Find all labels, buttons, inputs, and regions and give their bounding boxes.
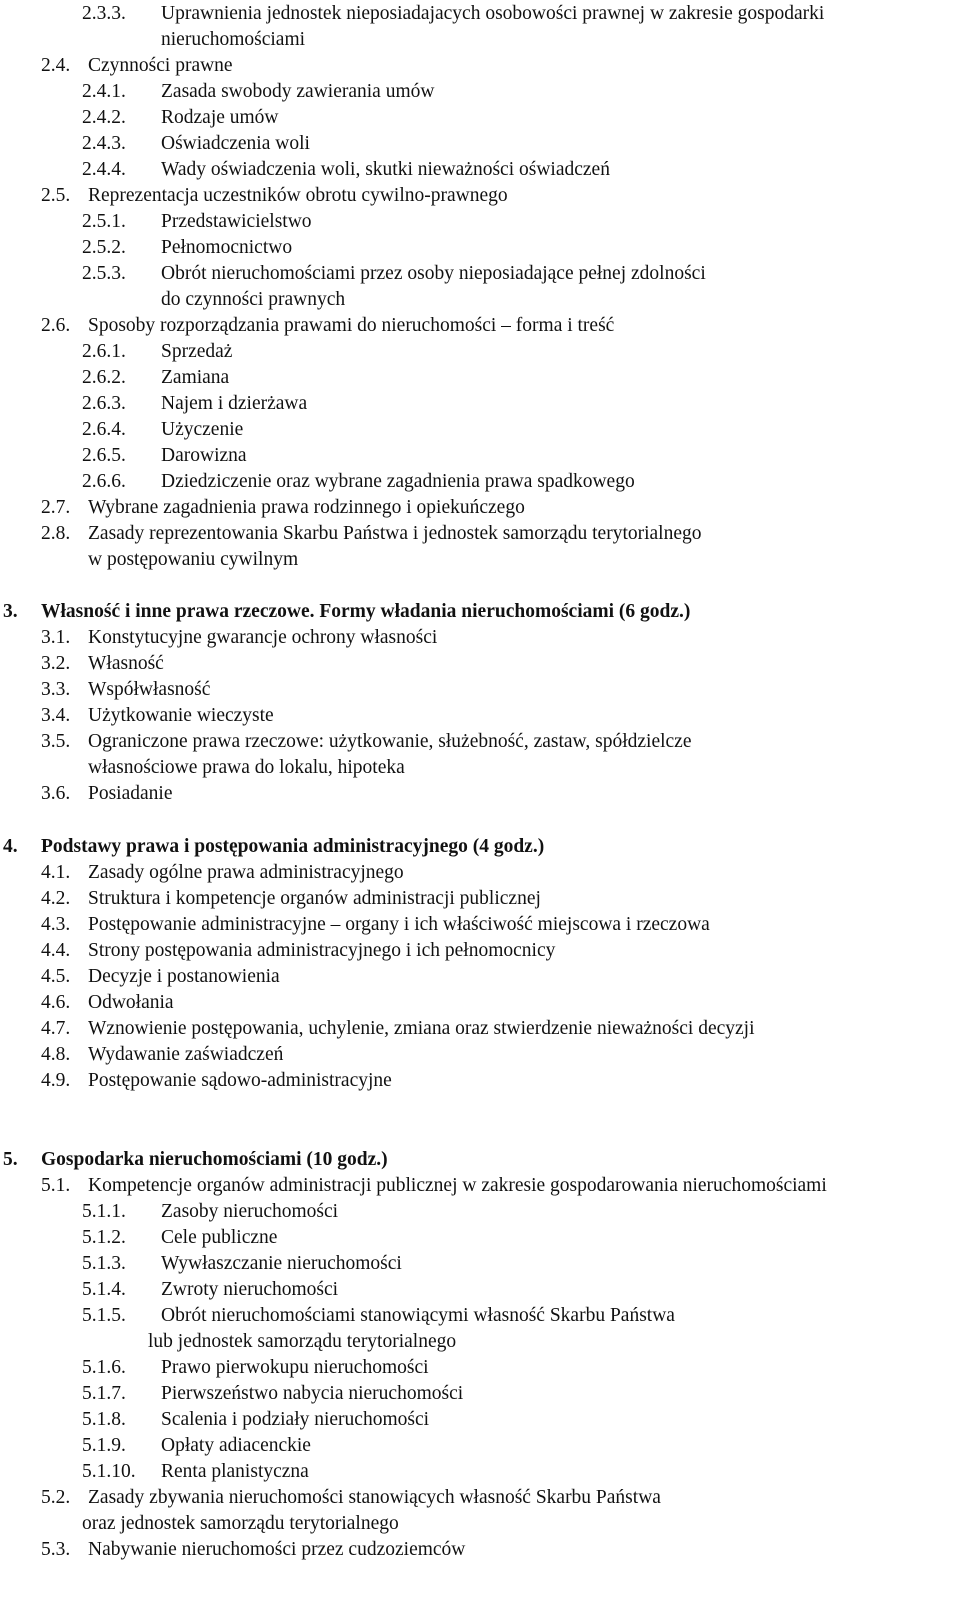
section-number: 4.3.: [41, 914, 71, 935]
section-number: 2.6.: [41, 315, 71, 336]
toc-line: [0, 1537, 960, 1563]
toc-line: [0, 1068, 960, 1094]
section-number: 5.1.7.: [82, 1383, 126, 1404]
section-title: Zasady reprezentowania Skarbu Państwa i jednostek samorządu terytorialnego: [88, 523, 702, 544]
toc-line: [0, 521, 960, 547]
section-number: 4.4.: [41, 940, 71, 961]
section-title: Współwłasność: [88, 679, 211, 700]
toc-line: [0, 1277, 960, 1303]
section-number: 5.1.8.: [82, 1409, 126, 1430]
toc-line: [0, 443, 960, 469]
toc-line: [0, 781, 960, 807]
toc-line: [0, 1433, 960, 1459]
toc-line: [0, 886, 960, 912]
chapter-heading: [0, 1147, 960, 1173]
section-title: Zasoby nieruchomości: [161, 1201, 339, 1222]
section-title: Wywłaszczanie nieruchomości: [161, 1253, 402, 1274]
toc-line: [0, 1303, 960, 1329]
section-number: 2.4.4.: [82, 159, 126, 180]
toc-line: [0, 912, 960, 938]
section-title: Rodzaje umów: [161, 107, 279, 128]
section-number: 5.1.: [41, 1175, 71, 1196]
section-title: do czynności prawnych: [161, 289, 346, 310]
section-title: Postępowanie sądowo-administracyjne: [88, 1070, 392, 1091]
section-title: Zwroty nieruchomości: [161, 1279, 339, 1300]
section-number: 5.3.: [41, 1539, 71, 1560]
section-title: Kompetencje organów administracji publicznej w zakresie gospodarowania nieruchomościami: [88, 1175, 827, 1196]
toc-line: [0, 990, 960, 1016]
toc-line: [0, 235, 960, 261]
section-title: Sposoby rozporządzania prawami do nieruchomości – forma i treść: [88, 315, 615, 336]
section-title: Scalenia i podziały nieruchomości: [161, 1409, 430, 1430]
section-number: 2.8.: [41, 523, 71, 544]
section-title: Czynności prawne: [88, 55, 233, 76]
section-title: Decyzje i postanowienia: [88, 966, 280, 987]
section-title: własnościowe prawa do lokalu, hipoteka: [88, 757, 405, 778]
section-title: Wydawanie zaświadczeń: [88, 1044, 284, 1065]
toc-line: [0, 183, 960, 209]
toc-line: [0, 365, 960, 391]
section-title: w postępowaniu cywilnym: [88, 549, 299, 570]
section-number: 5.1.5.: [82, 1305, 126, 1326]
section-title: Zamiana: [161, 367, 230, 388]
section-number: 3.4.: [41, 705, 71, 726]
section-title: Najem i dzierżawa: [161, 393, 308, 414]
toc-line: [0, 729, 960, 755]
section-title: Zasada swobody zawierania umów: [161, 81, 435, 102]
section-number: 2.4.: [41, 55, 71, 76]
toc-line: [0, 287, 960, 313]
toc-line: [0, 417, 960, 443]
section-number: 4.6.: [41, 992, 71, 1013]
section-number: 2.6.4.: [82, 419, 126, 440]
toc-line: [0, 677, 960, 703]
toc-line: [0, 703, 960, 729]
toc-line: [0, 131, 960, 157]
section-title: Wady oświadczenia woli, skutki nieważności oświadczeń: [161, 159, 610, 180]
toc-line: [0, 1199, 960, 1225]
section-number: 4.5.: [41, 966, 71, 987]
section-title: Ograniczone prawa rzeczowe: użytkowanie, służebność, zastaw, spółdzielcze: [88, 731, 692, 752]
section-title: Darowizna: [161, 445, 247, 466]
toc-line: [0, 1225, 960, 1251]
toc-line: [0, 1, 960, 27]
section-number: 5.1.1.: [82, 1201, 126, 1222]
section-number: 5.2.: [41, 1487, 71, 1508]
toc-line: [0, 53, 960, 79]
section-number: 2.4.3.: [82, 133, 126, 154]
section-title: Uprawnienia jednostek nieposiadajacych osobowości prawnej w zakresie gospodarki: [161, 3, 825, 24]
chapter-number: 5.: [3, 1149, 18, 1170]
section-number: 3.5.: [41, 731, 71, 752]
toc-line: [0, 938, 960, 964]
toc-line: [0, 79, 960, 105]
section-title: nieruchomościami: [161, 29, 306, 50]
section-title: Pierwszeństwo nabycia nieruchomości: [161, 1383, 464, 1404]
section-title: Strony postępowania administracyjnego i ich pełnomocnicy: [88, 940, 556, 961]
toc-line: [0, 1355, 960, 1381]
chapter-title: Gospodarka nieruchomościami (10 godz.): [41, 1149, 388, 1170]
section-title: Zasady ogólne prawa administracyjnego: [88, 862, 404, 883]
section-number: 5.1.2.: [82, 1227, 126, 1248]
toc-line: [0, 209, 960, 235]
section-number: 2.4.1.: [82, 81, 126, 102]
toc-line: [0, 495, 960, 521]
section-number: 4.7.: [41, 1018, 71, 1039]
section-number: 2.6.6.: [82, 471, 126, 492]
chapter-title: Własność i inne prawa rzeczowe. Formy władania nieruchomościami (6 godz.): [41, 601, 691, 622]
section-title: Obrót nieruchomościami stanowiącymi własność Skarbu Państwa: [161, 1305, 675, 1326]
toc-line: [0, 313, 960, 339]
section-title: Własność: [88, 653, 164, 674]
toc-line: [0, 1511, 960, 1537]
section-number: 2.4.2.: [82, 107, 126, 128]
section-title: Pełnomocnictwo: [161, 237, 293, 258]
toc-line: [0, 651, 960, 677]
section-number: 2.6.3.: [82, 393, 126, 414]
toc-line: [0, 755, 960, 781]
chapter-heading: [0, 834, 960, 860]
toc-line: [0, 1251, 960, 1277]
chapter-number: 3.: [3, 601, 18, 622]
section-title: Dziedziczenie oraz wybrane zagadnienia prawa spadkowego: [161, 471, 635, 492]
toc-line: [0, 1381, 960, 1407]
toc-line: [0, 860, 960, 886]
section-title: Przedstawicielstwo: [161, 211, 312, 232]
section-number: 5.1.4.: [82, 1279, 126, 1300]
section-number: 3.1.: [41, 627, 71, 648]
toc-line: [0, 1459, 960, 1485]
section-title: Wybrane zagadnienia prawa rodzinnego i opiekuńczego: [88, 497, 525, 518]
section-number: 2.5.1.: [82, 211, 126, 232]
section-number: 3.2.: [41, 653, 71, 674]
section-title: Nabywanie nieruchomości przez cudzoziemców: [88, 1539, 466, 1560]
section-title: Renta planistyczna: [161, 1461, 309, 1482]
chapter-number: 4.: [3, 836, 18, 857]
section-title: Postępowanie administracyjne – organy i ich właściwość miejscowa i rzeczowa: [88, 914, 710, 935]
section-number: 2.6.2.: [82, 367, 126, 388]
section-number: 3.3.: [41, 679, 71, 700]
section-number: 5.1.3.: [82, 1253, 126, 1274]
section-number: 2.7.: [41, 497, 71, 518]
toc-line: [0, 339, 960, 365]
section-number: 4.1.: [41, 862, 71, 883]
toc-line: [0, 157, 960, 183]
section-title: Wznowienie postępowania, uchylenie, zmiana oraz stwierdzenie nieważności decyzji: [88, 1018, 755, 1039]
section-number: 2.5.: [41, 185, 71, 206]
section-title: oraz jednostek samorządu terytorialnego: [82, 1513, 399, 1534]
chapter-title: Podstawy prawa i postępowania administracyjnego (4 godz.): [41, 836, 545, 857]
section-number: 3.6.: [41, 783, 71, 804]
section-title: Reprezentacja uczestników obrotu cywilno-prawnego: [88, 185, 508, 206]
section-number: 4.2.: [41, 888, 71, 909]
section-number: 2.5.3.: [82, 263, 126, 284]
section-title: Obrót nieruchomościami przez osoby nieposiadające pełnej zdolności: [161, 263, 706, 284]
section-title: Użyczenie: [161, 419, 244, 440]
toc-line: [0, 964, 960, 990]
section-title: Oświadczenia woli: [161, 133, 310, 154]
toc-line: [0, 1485, 960, 1511]
section-title: Struktura i kompetencje organów administracji publicznej: [88, 888, 541, 909]
section-title: Opłaty adiacenckie: [161, 1435, 311, 1456]
section-title: Zasady zbywania nieruchomości stanowiących własność Skarbu Państwa: [88, 1487, 661, 1508]
section-number: 5.1.9.: [82, 1435, 126, 1456]
toc-line: [0, 261, 960, 287]
section-title: lub jednostek samorządu terytorialnego: [148, 1331, 457, 1352]
toc-line: [0, 625, 960, 651]
section-number: 2.3.3.: [82, 3, 126, 24]
section-number: 2.6.1.: [82, 341, 126, 362]
section-title: Konstytucyjne gwarancje ochrony własności: [88, 627, 438, 648]
section-number: 4.9.: [41, 1070, 71, 1091]
section-number: 5.1.10.: [82, 1461, 136, 1482]
section-title: Sprzedaż: [161, 341, 233, 362]
section-title: Odwołania: [88, 992, 174, 1013]
section-title: Cele publiczne: [161, 1227, 278, 1248]
section-number: 4.8.: [41, 1044, 71, 1065]
toc-line: [0, 469, 960, 495]
toc-line: [0, 1173, 960, 1199]
toc-line: [0, 1329, 960, 1355]
toc-line: [0, 391, 960, 417]
section-title: Posiadanie: [88, 783, 173, 804]
chapter-heading: [0, 599, 960, 625]
section-number: 2.5.2.: [82, 237, 126, 258]
toc-line: [0, 105, 960, 131]
toc-line: [0, 27, 960, 53]
section-title: Prawo pierwokupu nieruchomości: [161, 1357, 429, 1378]
toc-line: [0, 1407, 960, 1433]
section-title: Użytkowanie wieczyste: [88, 705, 274, 726]
toc-line: [0, 1042, 960, 1068]
section-number: 2.6.5.: [82, 445, 126, 466]
section-number: 5.1.6.: [82, 1357, 126, 1378]
toc-line: [0, 547, 960, 573]
toc-line: [0, 1016, 960, 1042]
